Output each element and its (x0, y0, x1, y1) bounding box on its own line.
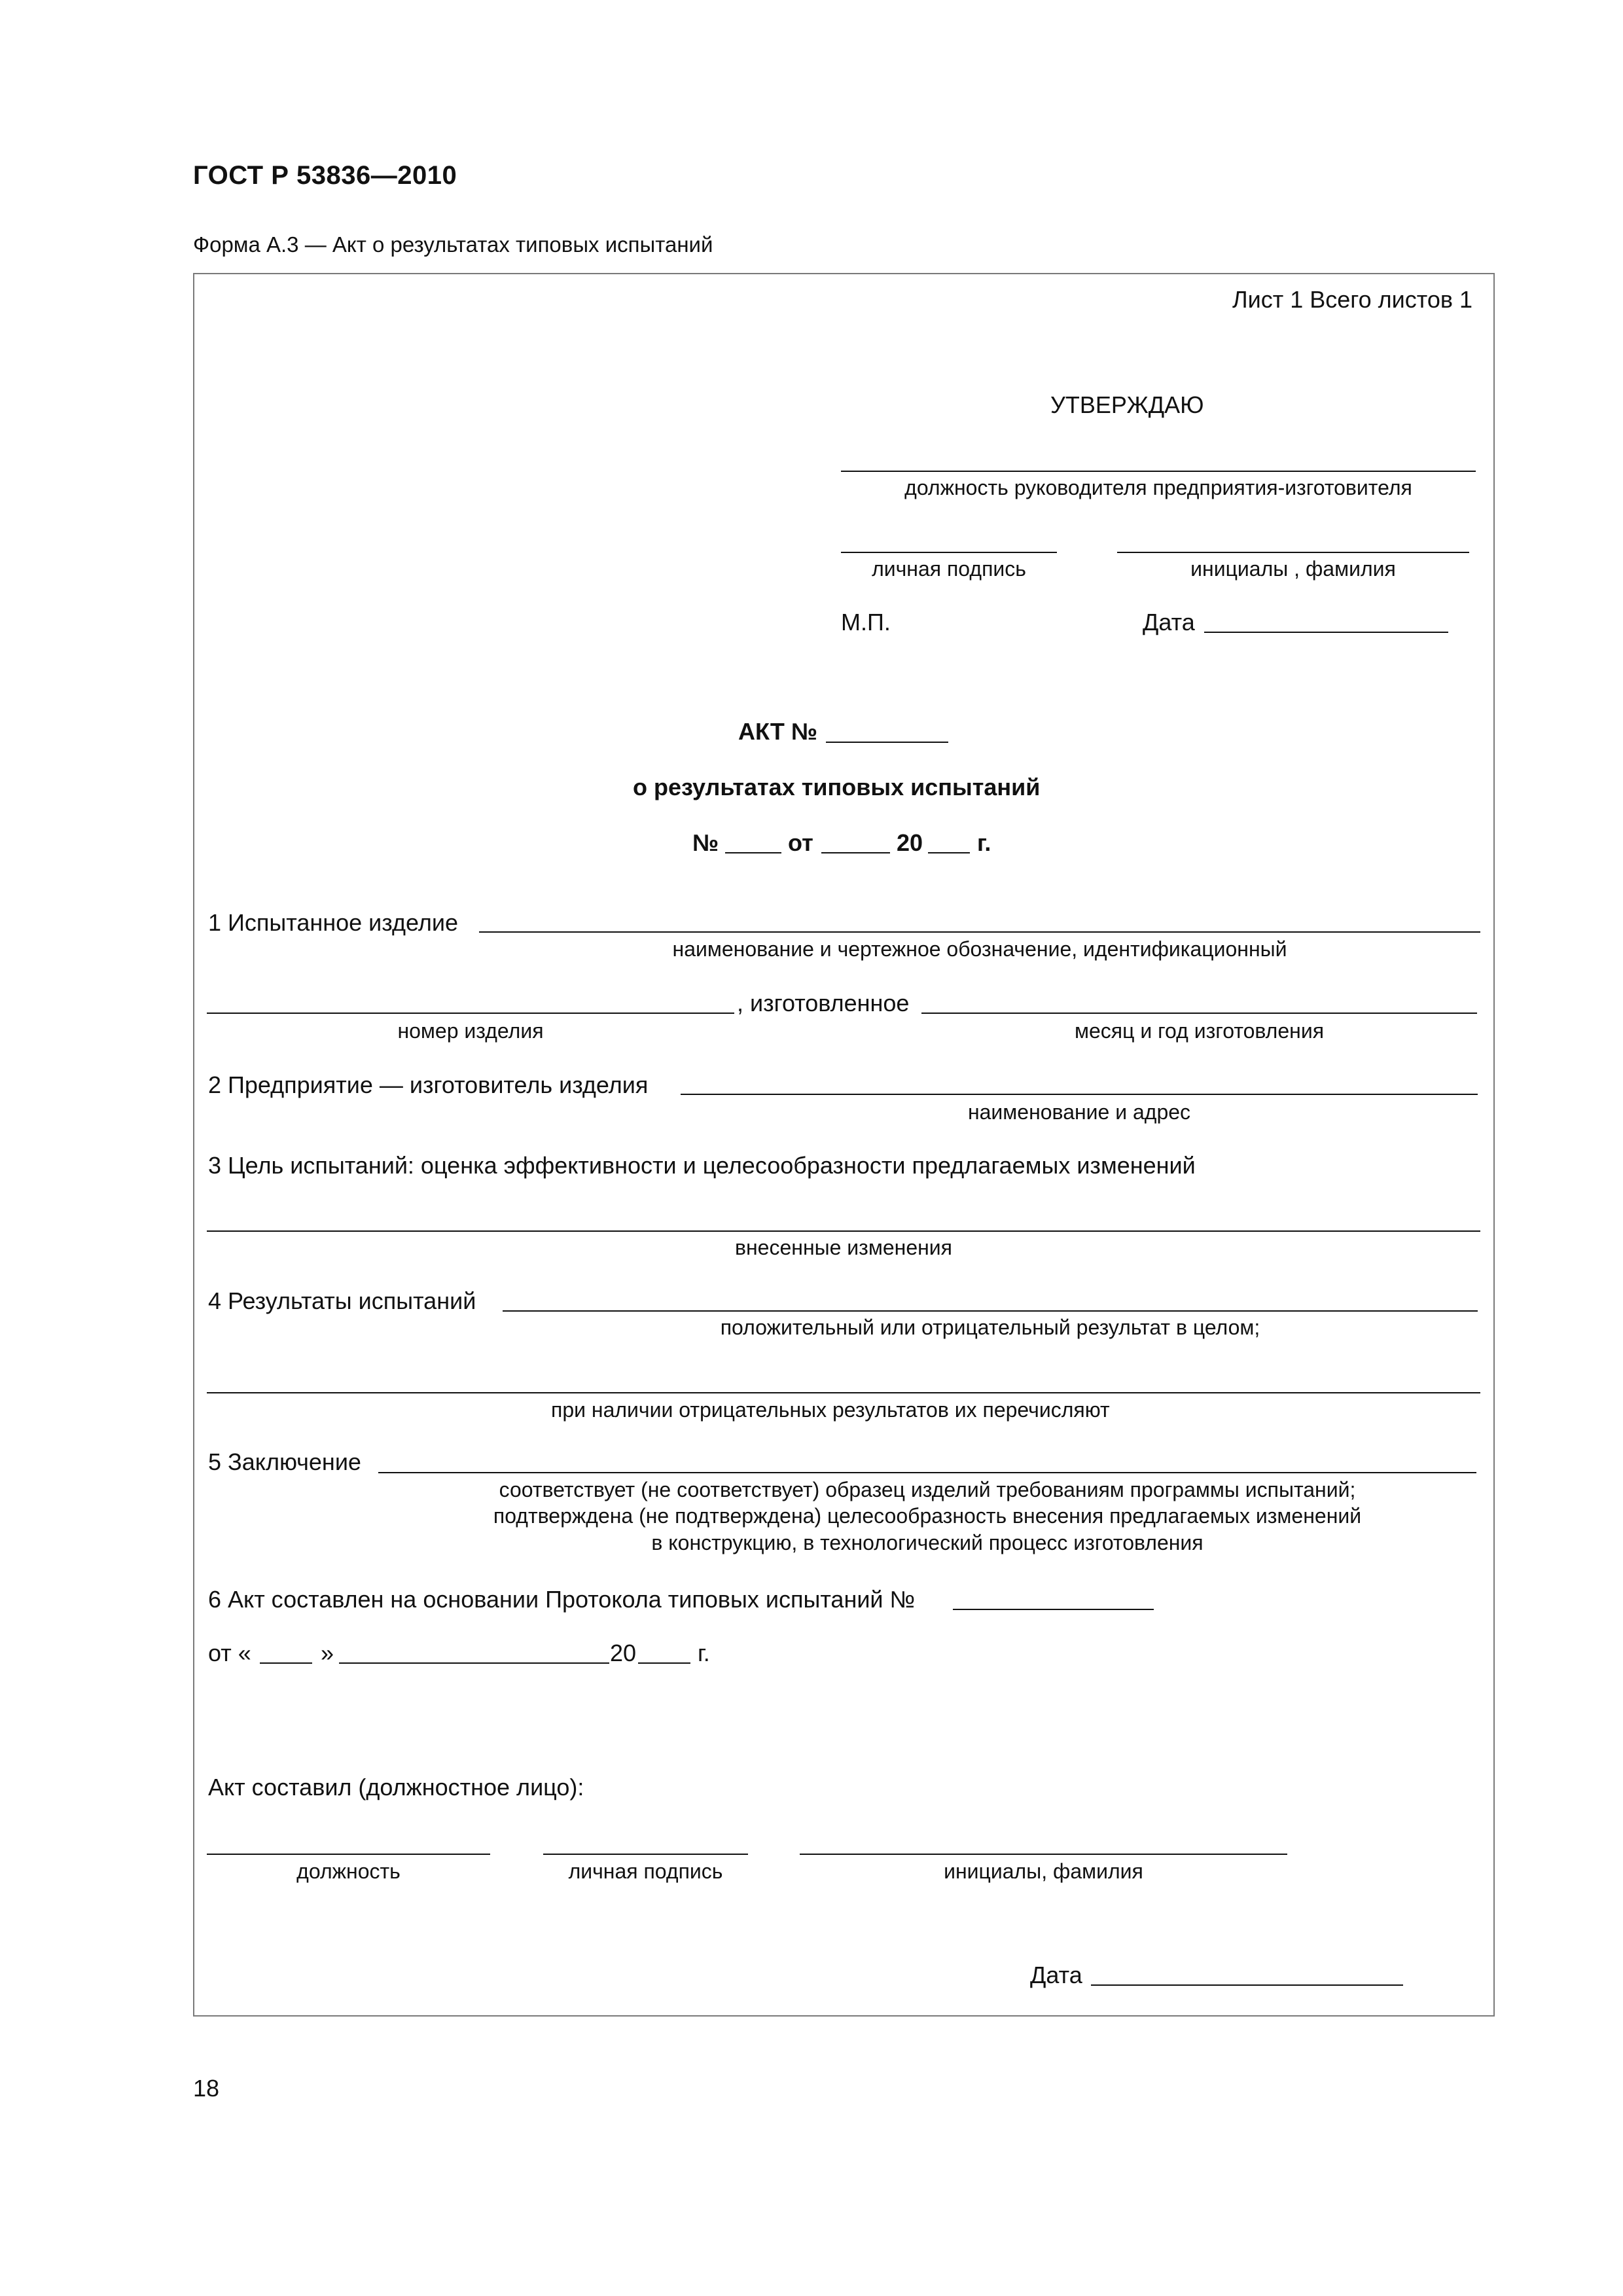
title-number-line[interactable] (725, 852, 781, 853)
form-frame (193, 273, 1495, 2017)
manufactured-label: , изготовленное (737, 990, 910, 1016)
item-number-caption: номер изделия (397, 1019, 544, 1043)
basis-label: 6 Акт составлен на основании Протокола типовых испытаний № (208, 1586, 916, 1613)
manufacturer-caption: наименование и адрес (967, 1100, 1191, 1124)
standard-title: ГОСТ Р 53836—2010 (193, 161, 457, 190)
compiler-position-caption: должность (296, 1859, 401, 1883)
protocol-year-prefix: 20 (610, 1640, 637, 1666)
compiler-label: Акт составил (должностное лицо): (208, 1774, 584, 1801)
stamp-label: М.П. (841, 609, 891, 636)
conclusion-caption-2: подтверждена (не подтверждена) целесообразность внесения предлагаемых изменений (493, 1504, 1362, 1528)
act-number-label: АКТ № (738, 718, 817, 745)
protocol-month-line[interactable] (339, 1662, 609, 1664)
title-date-line[interactable] (821, 852, 890, 853)
approver-position-caption: должность руководителя предприятия-изготовителя (904, 476, 1412, 499)
item-line[interactable] (479, 931, 1480, 933)
approval-date-line[interactable] (1204, 632, 1448, 633)
sheet-counter: Лист 1 Всего листов 1 (1232, 286, 1472, 313)
approver-signature-caption: личная подпись (872, 557, 1026, 581)
results-line[interactable] (503, 1310, 1478, 1312)
compiler-initials-line[interactable] (800, 1854, 1287, 1855)
title-number-prefix: № (692, 829, 719, 856)
results-caption: положительный или отрицательный результат в целом; (720, 1316, 1260, 1339)
approver-position-line[interactable] (841, 471, 1476, 472)
negative-results-line[interactable] (207, 1392, 1480, 1393)
manufacturer-label: 2 Предприятие — изготовитель изделия (208, 1071, 649, 1098)
protocol-day-line[interactable] (260, 1662, 312, 1664)
compiler-initials-caption: инициалы, фамилия (944, 1859, 1143, 1883)
results-label: 4 Результаты испытаний (208, 1287, 476, 1314)
manufacturer-line[interactable] (681, 1094, 1478, 1095)
compiler-signature-caption: личная подпись (568, 1859, 723, 1883)
approval-date-label: Дата (1143, 609, 1195, 636)
protocol-year-line[interactable] (638, 1662, 690, 1664)
approver-initials-line[interactable] (1117, 552, 1469, 553)
act-number-line[interactable] (826, 742, 948, 743)
title-from: от (788, 829, 813, 856)
compiler-signature-line[interactable] (543, 1854, 748, 1855)
conclusion-caption-1: соответствует (не соответствует) образец изделий требованиям программы испытаний; (499, 1478, 1356, 1501)
approver-signature-line[interactable] (841, 552, 1057, 553)
negative-results-caption: при наличии отрицательных результатов их перечисляют (551, 1398, 1110, 1422)
form-caption: Форма А.3 — Акт о результатах типовых испытаний (193, 232, 713, 257)
changes-caption: внесенные изменения (735, 1236, 952, 1259)
conclusion-line[interactable] (378, 1472, 1476, 1473)
protocol-quote-close: » (321, 1640, 334, 1666)
title-year-line[interactable] (928, 852, 970, 853)
protocol-number-line[interactable] (953, 1609, 1154, 1610)
item-caption: наименование и чертежное обозначение, идентификационный (672, 937, 1287, 961)
title-year-prefix: 20 (897, 829, 923, 856)
compiler-position-line[interactable] (207, 1854, 490, 1855)
approve-heading: УТВЕРЖДАЮ (1050, 391, 1204, 418)
protocol-date-prefix: от « (208, 1640, 251, 1666)
conclusion-label: 5 Заключение (208, 1448, 361, 1475)
compiler-date-line[interactable] (1091, 1984, 1403, 1986)
purpose-label: 3 Цель испытаний: оценка эффективности и целесообразности предлагаемых изменений (208, 1152, 1196, 1179)
item-label: 1 Испытанное изделие (208, 909, 458, 936)
manufacture-date-caption: месяц и год изготовления (1074, 1019, 1325, 1043)
compiler-date-label: Дата (1030, 1962, 1082, 1988)
protocol-year-suffix: г. (698, 1640, 710, 1666)
page-number: 18 (193, 2075, 220, 2102)
item-number-line[interactable] (207, 1013, 734, 1014)
manufacture-date-line[interactable] (921, 1013, 1477, 1014)
conclusion-caption-3: в конструкцию, в технологический процесс изготовления (651, 1531, 1204, 1554)
title-year-suffix: г. (977, 829, 991, 856)
act-subject: о результатах типовых испытаний (633, 774, 1041, 800)
changes-line[interactable] (207, 1230, 1480, 1232)
approver-initials-caption: инициалы , фамилия (1190, 557, 1396, 581)
